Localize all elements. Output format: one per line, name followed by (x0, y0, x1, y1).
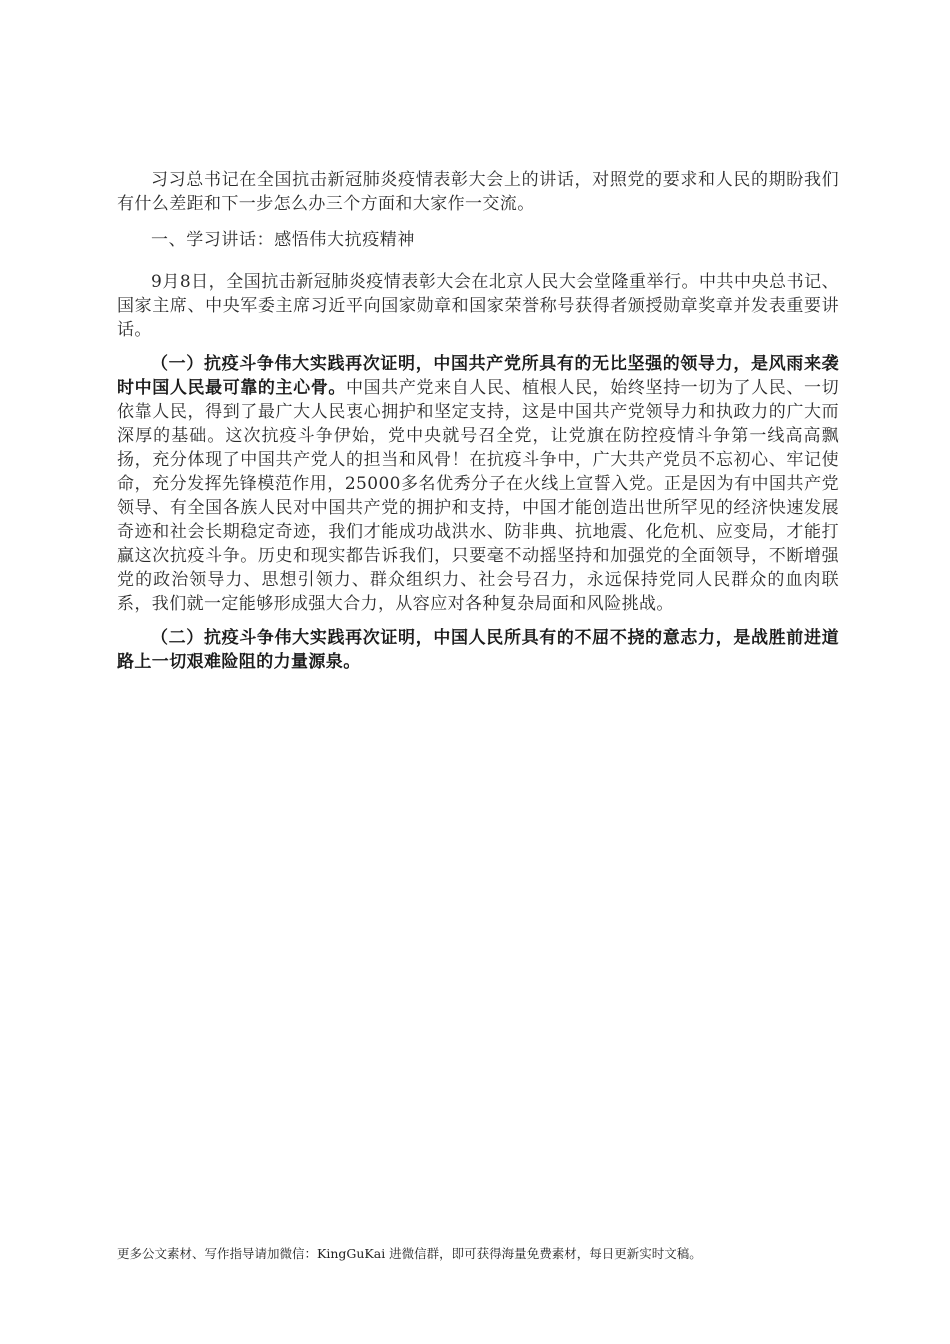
point-one-body: 中国共产党来自人民、植根人民，始终坚持一切为了人民、一切依靠人民，得到了最广大人民衷心拥护和坚定支持，这是中国共产党领导力和执政力的广大而深厚的基础。这次抗疫斗争伊始，党中央就号召全党，让党旗在防控疫情斗争第一线高高飘扬，充分体现了中国共产党人的担当和风骨！在抗疫斗争中，广大共产党员不忘初心、牢记使命，充分发挥先锋模范作用，25000多名优秀分子在火线上宣誓入党。正是因为有中国共产党领导、有全国各族人民对中国共产党的拥护和支持，中国才能创造出世所罕见的经济快速发展奇迹和社会长期稳定奇迹，我们才能成功战洪水、防非典、抗地震、化危机、应变局，才能打赢这次抗疫斗争。历史和现实都告诉我们，只要毫不动摇坚持和加强党的全面领导，不断增强党的政治领导力、思想引领力、群众组织力、社会号召力，永远保持党同人民群众的血肉联系，我们就一定能够形成强大合力，从容应对各种复杂局面和风险挑战。 (117, 378, 839, 614)
intro-paragraph: 习习总书记在全国抗击新冠肺炎疫情表彰大会上的讲话，对照党的要求和人民的期盼我们有什么差距和下一步怎么办三个方面和大家作一交流。 (117, 170, 839, 214)
section-heading: 一、学习讲话：感悟伟大抗疫精神 (151, 230, 415, 250)
document-body (117, 168, 839, 674)
point-two-paragraph: （二）抗疫斗争伟大实践再次证明，中国人民所具有的不屈不挠的意志力，是战胜前进道路上一切艰难险阻的力量源泉。 (117, 628, 839, 672)
event-paragraph: 9月8日，全国抗击新冠肺炎疫情表彰大会在北京人民大会堂隆重举行。中共中央总书记、国家主席、中央军委主席习近平向国家勋章和国家荣誉称号获得者颁授勋章奖章并发表重要讲话。 (117, 272, 839, 340)
footer-note: 更多公文素材、写作指导请加微信：KingGuKai 进微信群，即可获得海量免费素材，每日更新实时文稿。 (117, 1246, 702, 1261)
point-one-paragraph (117, 352, 839, 616)
point-one-title: （一）抗疫斗争伟大实践再次证明，中国共产党所具有的无比坚强的领导力，是风雨来袭时中国人民最可靠的主心骨。 (117, 354, 839, 398)
